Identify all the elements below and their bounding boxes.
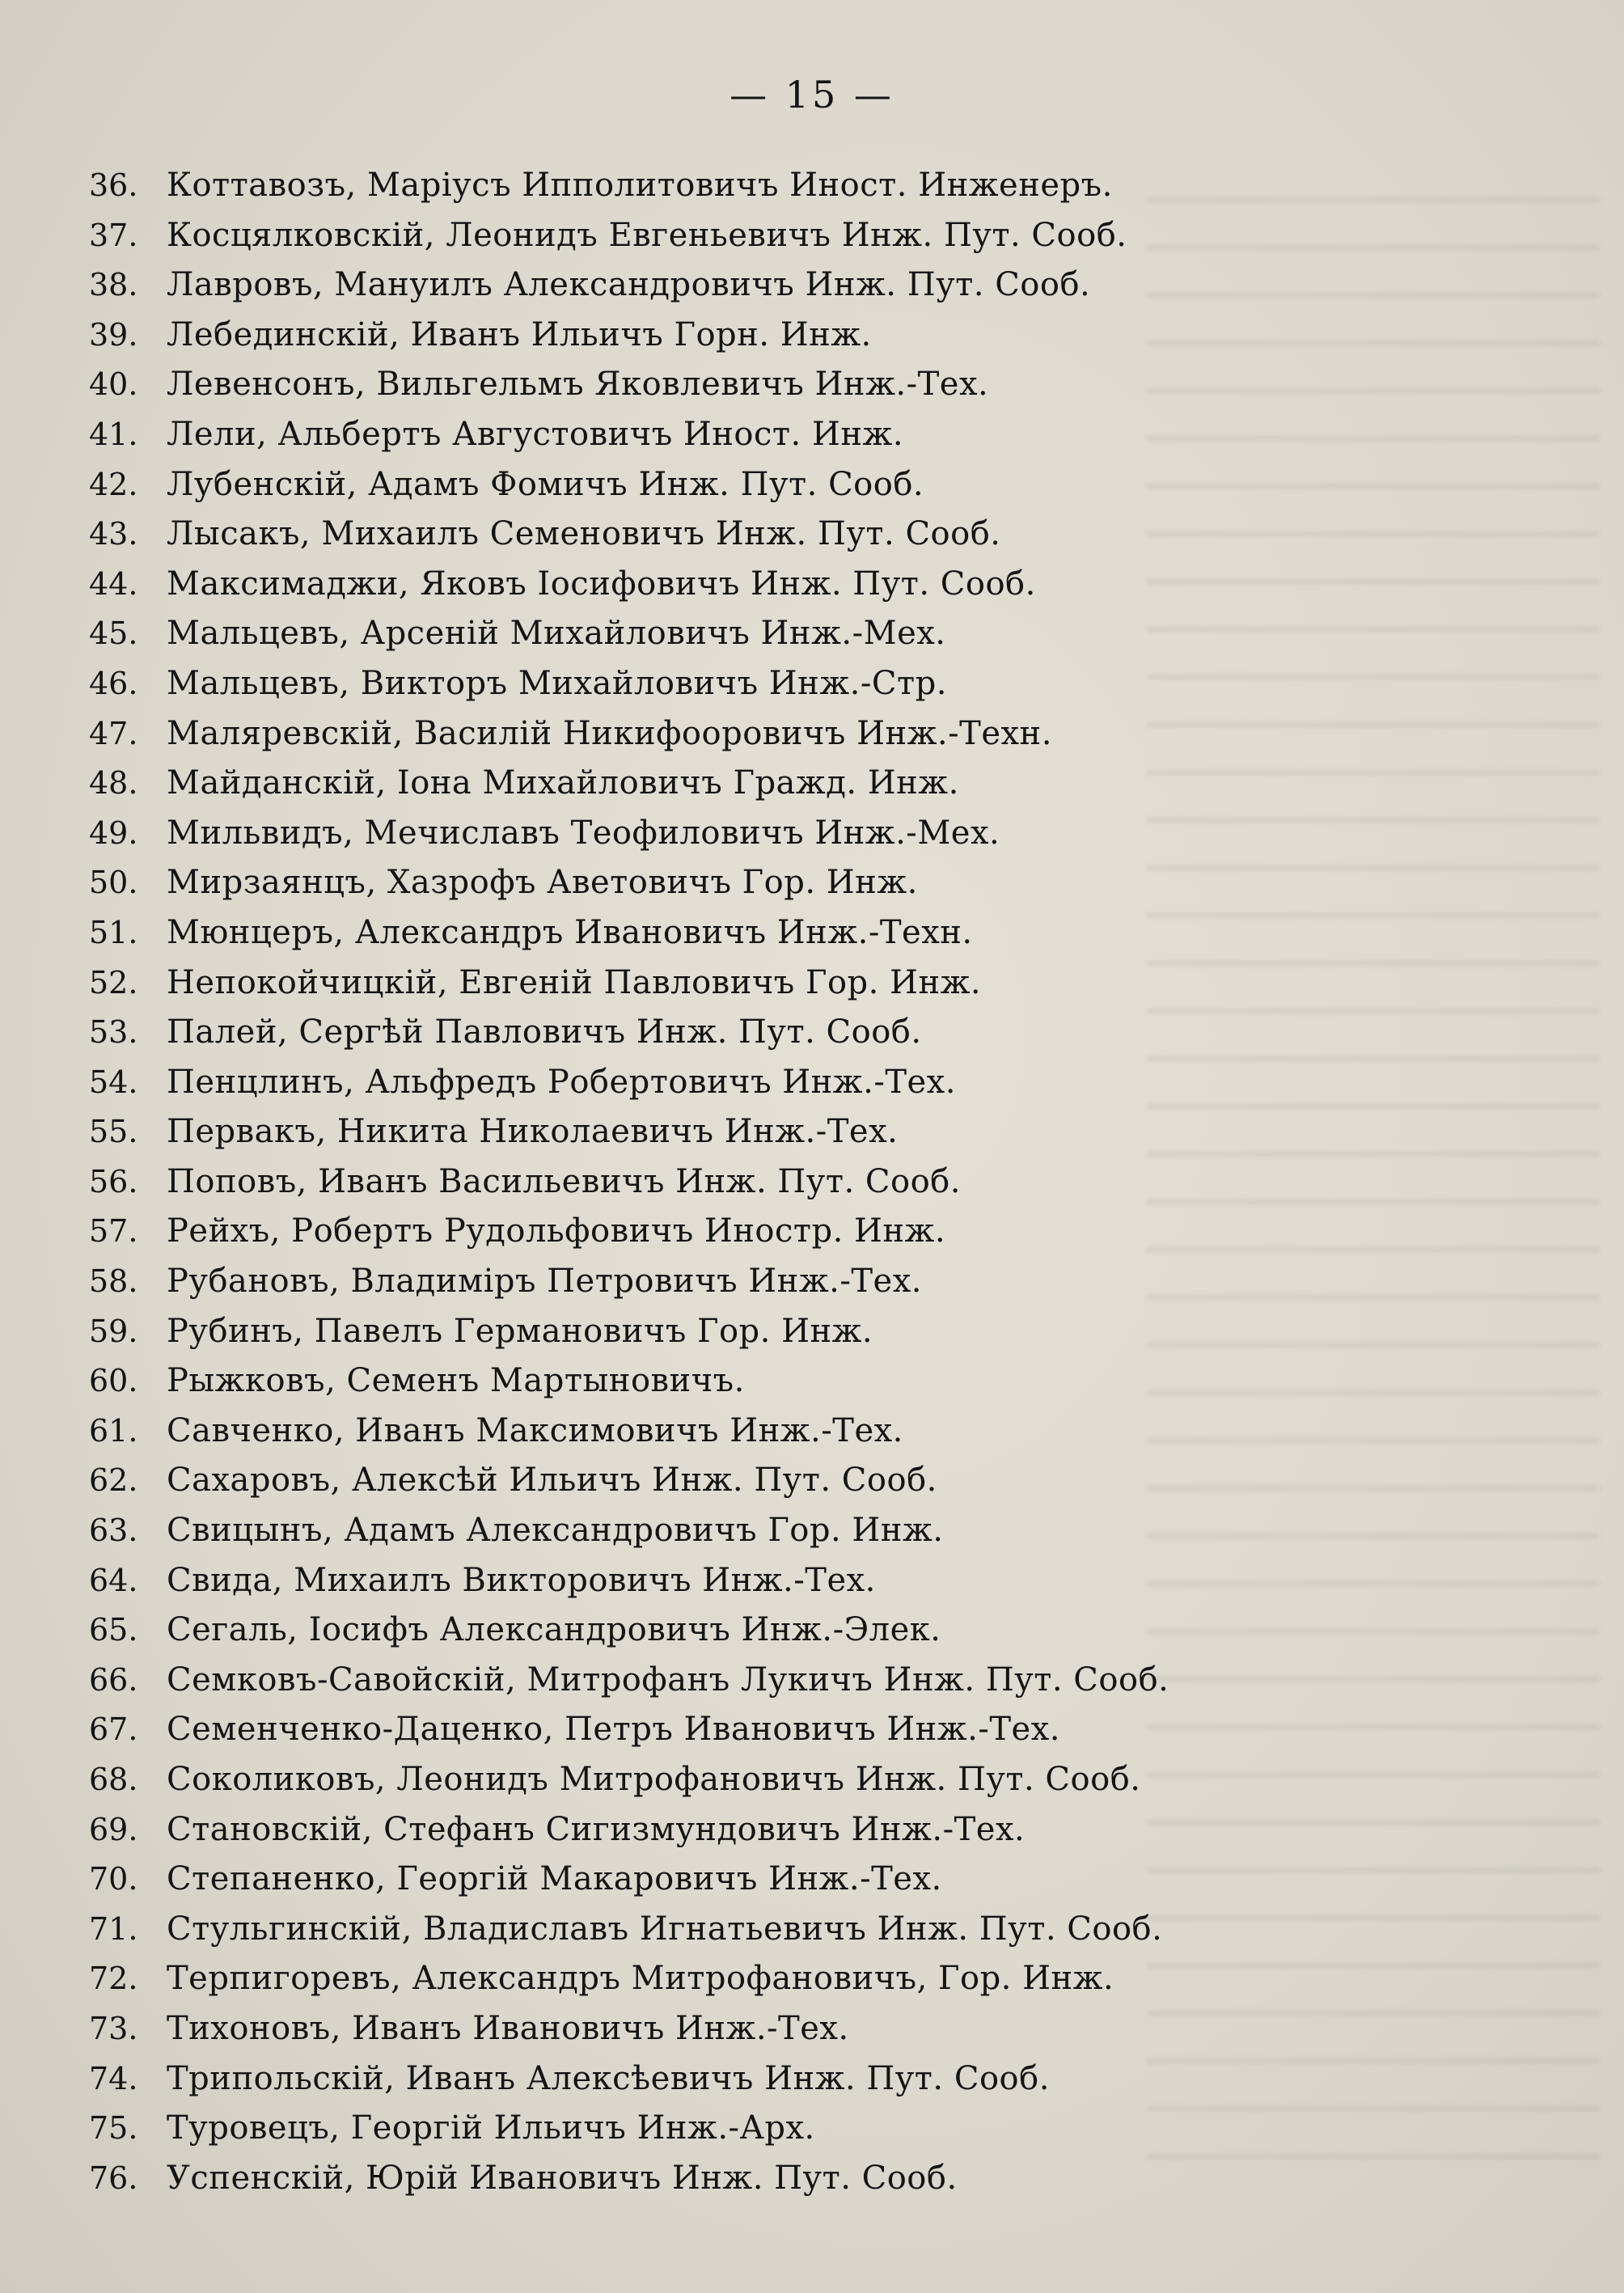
entry-number: 64. (89, 1562, 138, 1598)
list-item (0, 1455, 1624, 1505)
list-item (0, 907, 1624, 958)
list-item (0, 1256, 1624, 1306)
entry-text: Майданскій, Іона Михайловичъ Гражд. Инж. (167, 764, 959, 802)
entry-number: 43. (89, 516, 138, 552)
entry-number: 50. (89, 865, 138, 901)
entry-number: 74. (89, 2060, 138, 2096)
list-item (0, 1306, 1624, 1356)
entry-number: 57. (89, 1213, 138, 1250)
page-number: — 15 — (730, 73, 894, 116)
entry-number: 60. (89, 1363, 138, 1399)
entry-number: 46. (89, 665, 138, 701)
entry-number: 58. (89, 1263, 138, 1300)
list-item (0, 857, 1624, 907)
entry-text: Семенченко-Даценко, Петръ Ивановичъ Инж.-Тех. (167, 1711, 1060, 1749)
entry-text: Первакъ, Никита Николаевичъ Инж.-Тех. (167, 1113, 899, 1151)
entry-text: Лебединскій, Иванъ Ильичъ Горн. Инж. (167, 315, 872, 353)
list-item (0, 1007, 1624, 1057)
list-item (0, 1754, 1624, 1804)
entry-number: 52. (89, 964, 138, 1001)
entry-number: 37. (89, 217, 138, 253)
entry-number: 75. (89, 2110, 138, 2147)
entry-text: Палей, Сергѣй Павловичъ Инж. Пут. Сооб. (167, 1013, 922, 1051)
entry-text: Успенскій, Юрій Ивановичъ Инж. Пут. Сооб. (167, 2159, 958, 2197)
entry-number: 56. (89, 1163, 138, 1199)
entry-number: 42. (89, 466, 138, 502)
entry-number: 38. (89, 267, 138, 303)
list-item (0, 1904, 1624, 1954)
entry-number: 39. (89, 316, 138, 353)
entry-text: Лысакъ, Михаилъ Семеновичъ Инж. Пут. Сооб. (167, 515, 1001, 553)
list-item (0, 1804, 1624, 1855)
entry-text: Максимаджи, Яковъ Іосифовичъ Инж. Пут. Сооб. (167, 565, 1036, 603)
entry-number: 66. (89, 1661, 138, 1698)
list-item (0, 359, 1624, 409)
list-item (0, 260, 1624, 310)
entry-number: 40. (89, 366, 138, 403)
entry-number: 73. (89, 2010, 138, 2046)
entry-text: Мильвидъ, Мечиславъ Теофиловичъ Инж.-Мех. (167, 814, 1000, 852)
entry-text: Семковъ-Савойскій, Митрофанъ Лукичъ Инж. Пут. Сооб. (167, 1661, 1169, 1699)
entry-text: Сегаль, Іосифъ Александровичъ Инж.-Элек. (167, 1611, 941, 1649)
entry-text: Сахаровъ, Алексѣй Ильичъ Инж. Пут. Сооб. (167, 1462, 937, 1500)
list-item (0, 608, 1624, 658)
entry-number: 48. (89, 765, 138, 802)
list-item (0, 210, 1624, 260)
entry-text: Непокойчицкій, Евгеній Павловичъ Гор. Инж. (167, 963, 982, 1001)
entry-text: Рубинъ, Павелъ Германовичъ Гор. Инж. (167, 1312, 873, 1350)
entry-text: Маляревскій, Василій Никифооровичъ Инж.-Техн. (167, 714, 1052, 752)
list-item (0, 1057, 1624, 1107)
entry-number: 70. (89, 1861, 138, 1897)
entry-number: 59. (89, 1313, 138, 1349)
entry-number: 68. (89, 1762, 138, 1797)
entry-number: 41. (89, 416, 138, 452)
list-item (0, 2003, 1624, 2054)
entry-text: Мюнцеръ, Александръ Ивановичъ Инж.-Техн. (167, 913, 973, 951)
entry-number: 51. (89, 914, 138, 950)
entry-number: 61. (89, 1412, 138, 1449)
list-item (0, 2054, 1624, 2104)
entry-number: 65. (89, 1612, 138, 1648)
entry-number: 53. (89, 1014, 138, 1051)
list-item (0, 1406, 1624, 1456)
entry-text: Туровецъ, Георгій Ильичъ Инж.-Арх. (167, 2109, 815, 2147)
list-item (0, 709, 1624, 759)
entry-text: Мальцевъ, Арсеній Михайловичъ Инж.-Мех. (167, 615, 946, 653)
entry-number: 47. (89, 715, 138, 751)
list-item (0, 1953, 1624, 2003)
entry-text: Пенцлинъ, Альфредъ Робертовичъ Инж.-Тех. (167, 1063, 956, 1101)
entry-text: Тихоновъ, Иванъ Ивановичъ Инж.-Тех. (167, 2009, 849, 2047)
entry-text: Савченко, Иванъ Максимовичъ Инж.-Тех. (167, 1411, 903, 1449)
list-item (0, 2153, 1624, 2203)
list-item (0, 2103, 1624, 2153)
entry-text: Свида, Михаилъ Викторовичъ Инж.-Тех. (167, 1561, 876, 1599)
entry-text: Левенсонъ, Вильгельмъ Яковлевичъ Инж.-Тех. (167, 366, 989, 404)
entry-number: 54. (89, 1064, 138, 1100)
entry-text: Косцялковскій, Леонидъ Евгеньевичъ Инж. Пут. Сооб. (167, 216, 1127, 254)
entry-text: Мальцевъ, Викторъ Михайловичъ Инж.-Стр. (167, 664, 947, 702)
entry-text: Степаненко, Георгій Макаровичъ Инж.-Тех. (167, 1860, 942, 1898)
list-item (0, 1505, 1624, 1555)
entry-number: 49. (89, 814, 138, 851)
entry-text: Соколиковъ, Леонидъ Митрофановичъ Инж. Пут. Сооб. (167, 1761, 1141, 1798)
entry-text: Мирзаянцъ, Хазрофъ Аветовичъ Гор. Инж. (167, 864, 918, 902)
entry-text: Лавровъ, Мануилъ Александровичъ Инж. Пут. Сооб. (167, 266, 1091, 304)
list-item (0, 758, 1624, 808)
list-item (0, 808, 1624, 858)
list-item (0, 1356, 1624, 1406)
entry-number: 62. (89, 1462, 138, 1499)
list-item (0, 958, 1624, 1008)
list-item (0, 658, 1624, 709)
list-item (0, 1206, 1624, 1256)
list-item (0, 1854, 1624, 1904)
list-item (0, 1655, 1624, 1705)
entry-number: 45. (89, 616, 138, 652)
list-item (0, 310, 1624, 360)
entry-number: 71. (89, 1910, 138, 1947)
member-list (0, 160, 1624, 2202)
entry-number: 44. (89, 565, 138, 602)
list-item (0, 1555, 1624, 1606)
entry-text: Трипольскій, Иванъ Алексѣевичъ Инж. Пут. Сооб. (167, 2059, 1050, 2097)
entry-number: 36. (89, 167, 138, 203)
entry-text: Стульгинскій, Владиславъ Игнатьевичъ Инж. Пут. Сооб. (167, 1910, 1163, 1948)
list-item (0, 160, 1624, 210)
list-item (0, 1605, 1624, 1655)
entry-text: Рубановъ, Владиміръ Петровичъ Инж.-Тех. (167, 1263, 922, 1301)
list-item (0, 1704, 1624, 1754)
entry-number: 76. (89, 2160, 138, 2196)
entry-text: Терпигоревъ, Александръ Митрофановичъ, Гор. Инж. (167, 1960, 1114, 1998)
entry-text: Лели, Альбертъ Августовичъ Иност. Инж. (167, 415, 904, 453)
list-item (0, 409, 1624, 459)
entry-number: 69. (89, 1811, 138, 1847)
list-item (0, 1157, 1624, 1207)
list-item (0, 1106, 1624, 1157)
entry-text: Лубенскій, Адамъ Фомичъ Инж. Пут. Сооб. (167, 465, 924, 503)
entry-number: 67. (89, 1711, 138, 1748)
list-item (0, 559, 1624, 609)
list-item (0, 509, 1624, 559)
entry-text: Коттавозъ, Маріусъ Ипполитовичъ Иност. Инженеръ. (167, 167, 1113, 204)
entry-number: 72. (89, 1961, 138, 1997)
entry-text: Свицынъ, Адамъ Александровичъ Гор. Инж. (167, 1512, 944, 1550)
entry-number: 55. (89, 1114, 138, 1150)
list-item (0, 459, 1624, 510)
entry-text: Рейхъ, Робертъ Рудольфовичъ Иностр. Инж. (167, 1212, 946, 1250)
entry-number: 63. (89, 1512, 138, 1549)
entry-text: Поповъ, Иванъ Васильевичъ Инж. Пут. Сооб. (167, 1162, 961, 1200)
entry-text: Рыжковъ, Семенъ Мартыновичъ. (167, 1362, 745, 1400)
entry-text: Становскій, Стефанъ Сигизмундовичъ Инж.-Тех. (167, 1810, 1026, 1848)
